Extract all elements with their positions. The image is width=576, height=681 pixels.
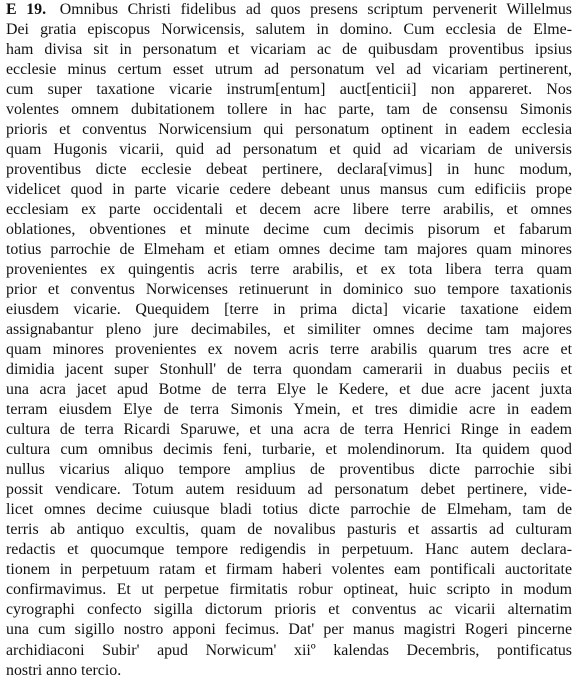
text-line: dimidia jacent super Stonhull' de terra quondam camerarii in duabus peciis et (6, 361, 572, 379)
text-line: ham divisa sit in personatum et vicariam ac de quibusdam proventibus ipsius (6, 41, 572, 59)
text-line: cyrographi confecto sigilla dictorum prioris et conventus ac vicarii alternatim (6, 601, 572, 619)
text-line: licet omnes decime cuiusque bladi totius dicte parrochie de Elmeham, tam de (6, 501, 572, 519)
text-line: cum super taxatione vicarie instrum[entum] auct[enticii] non appareret. Nos (6, 81, 572, 99)
text-line: proventibus dicte ecclesie debeat pertinere, declara[vimus] in hunc modum, (6, 161, 572, 179)
text-line: totius parrochie de Elmeham et etiam omnes decime tam majores quam minores (6, 241, 572, 259)
text-line: terris ab antiquo excultis, quam de novalibus pasturis et assartis ad culturam (6, 521, 572, 539)
text-line: prioris et conventus Norwicensium qui personatum optinent in eadem ecclesia (6, 121, 572, 139)
text-line: ecclesiam ex parte occidentali et decem acre libere terre arabilis, et omnes (6, 201, 572, 219)
text-line: possit vendicare. Totum autem residuum ad personatum debet pertinere, vide- (6, 481, 572, 499)
text-line: una acra jacet apud Botme de terra Elye le Kedere, et due acre jacent juxta (6, 381, 572, 399)
text-line: tionem in perpetuum ratam et firmam haberi volentes eam pontificali auctoritate (6, 561, 572, 579)
text-line: confirmavimus. Et ut perpetue firmitatis robur optineat, huic scripto in modum (6, 581, 572, 599)
text-line: prior et conventus Norwicenses retinuerunt in dominico suo tempore taxationis (6, 281, 572, 299)
text-line: archidiaconi Subir' apud Norwicum' xiiº kalendas Decembris, pontificatus (6, 641, 572, 659)
text-line: ecclesie minus certum esset utrum ad personatum vel ad vicariam pertinerent, (6, 61, 572, 79)
text-line: eiusdem vicarie. Quequidem [terre in prima dicta] vicarie taxatione eidem (6, 301, 572, 319)
document-number: E 19. (6, 1, 47, 18)
text-line: provenientes ex quingentis acris terre arabilis, et ex tota libera terra quam (6, 261, 572, 279)
text-line: quam minores provenientes ex novem acris terre arabilis quarum tres acre et (6, 341, 572, 359)
text-line: nostri anno tercio. (6, 661, 122, 679)
document-body (6, 0, 572, 681)
text-line: volentes omnem dubitationem tollere in hac parte, tam de consensu Simonis (6, 101, 572, 119)
line-text: Omnibus Christi fidelibus ad quos presens scriptum pervenerit Willelmus (59, 1, 572, 18)
text-line: una cum sigillo nostro apponi fecimus. Dat' per manus magistri Rogeri pincerne (6, 621, 572, 639)
text-line: cultura cum omnibus decimis feni, turbarie, et molendinorum. Ita quidem quod (6, 441, 572, 459)
text-line: cultura de terra Ricardi Sparuwe, et una acra de terra Henrici Ringe in eadem (6, 421, 572, 439)
text-line: nullus vicarius aliquo tempore amplius de proventibus dicte parrochie sibi (6, 461, 572, 479)
text-line: quam Hugonis vicarii, quid ad personatum et quid ad vicariam de universis (6, 141, 572, 159)
text-line: terram eiusdem Elye de terra Simonis Ymein, et tres dimidie acre in eadem (6, 401, 572, 419)
text-line: assignabantur pleno jure decimabiles, et similiter omnes decime tam majores (6, 321, 572, 339)
text-line: Dei gratia episcopus Norwicensis, salutem in domino. Cum ecclesia de Elme- (6, 21, 572, 39)
text-line: oblationes, obventiones et minute decime cum decimis pisorum et fabarum (6, 221, 572, 239)
text-line (6, 0, 572, 20)
text-line: videlicet quod in parte vicarie cedere debeant unus mansus cum edificiis prope (6, 181, 572, 199)
text-line: redactis et quocumque tempore redigendis in perpetuum. Hanc autem declara- (6, 541, 572, 559)
